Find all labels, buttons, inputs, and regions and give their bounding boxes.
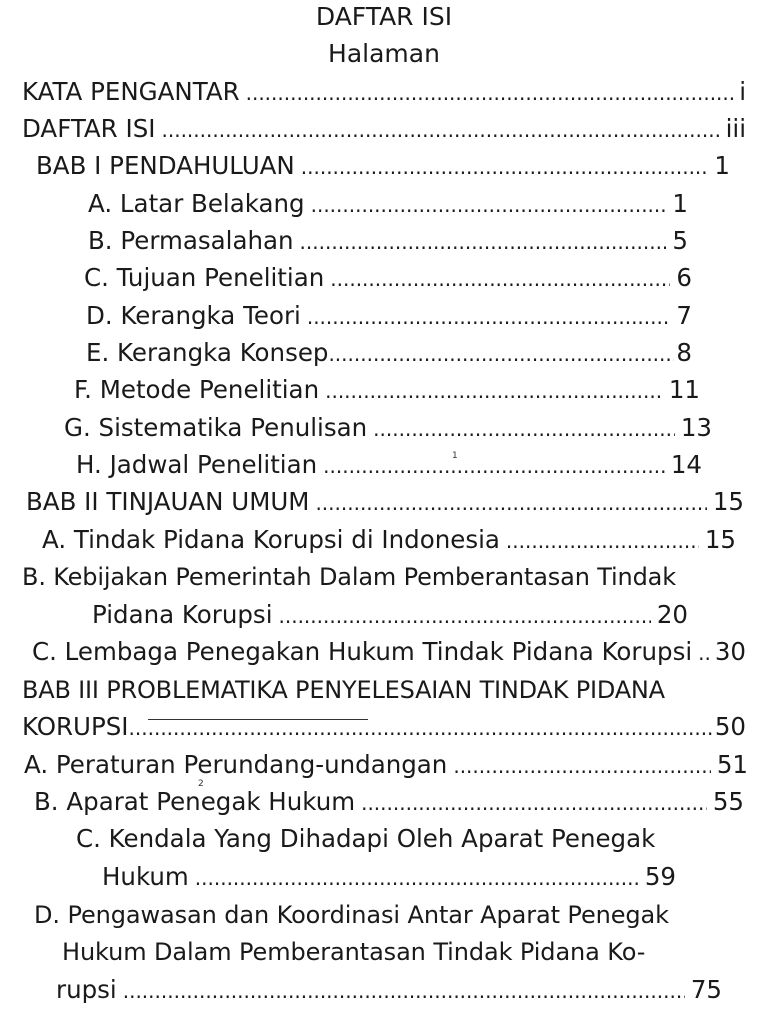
toc-leader <box>315 488 706 518</box>
toc-entry <box>92 600 688 631</box>
toc-leader <box>279 601 651 631</box>
toc-entry <box>26 487 744 518</box>
toc-page-number: 5 <box>672 226 688 255</box>
toc-entry-label: C. Lembaga Penegakan Hukum Tindak Pidana Korupsi <box>32 637 693 666</box>
toc-entry <box>22 77 746 108</box>
toc-page-number: 59 <box>644 862 676 891</box>
toc-entry-label: BAB II TINJAUAN UMUM <box>26 487 310 516</box>
toc-page-number: 15 <box>704 525 736 554</box>
toc-leader <box>311 190 667 220</box>
page-title: DAFTAR ISI <box>315 2 453 31</box>
toc-entry <box>42 525 736 556</box>
toc-entry-label: B. Kebijakan Pemerintah Dalam Pemberantasan Tindak <box>22 563 676 591</box>
toc-entry <box>88 189 688 220</box>
toc-entry-label: BAB I PENDAHULUAN <box>36 151 295 180</box>
toc-entry-label: C. Tujuan Penelitian <box>84 263 325 292</box>
toc-leader <box>300 227 667 257</box>
toc-entry-label: KATA PENGANTAR <box>22 77 240 106</box>
toc-page-number: 55 <box>712 787 744 816</box>
toc-entry-label: C. Kendala Yang Dihadapi Oleh Aparat Penegak <box>76 824 656 853</box>
toc-entry-label: rupsi <box>56 975 117 1004</box>
toc-entry-label: BAB III PROBLEMATIKA PENYELESAIAN TINDAK PIDANA <box>22 676 665 704</box>
toc-entry <box>74 375 700 406</box>
toc-entry <box>34 787 744 818</box>
toc-entry-label: E. Kerangka Konsep <box>86 338 329 367</box>
toc-page-number: iii <box>725 114 746 143</box>
toc-page-number: 6 <box>676 263 692 292</box>
toc-entry-label: F. Metode Penelitian <box>74 375 320 404</box>
toc-leader <box>330 264 670 294</box>
toc-page-number: 11 <box>668 375 700 404</box>
toc-entry-label: A. Peraturan Perundang-undangan <box>24 750 448 779</box>
toc-entry <box>32 637 746 668</box>
toc-entry <box>86 338 692 369</box>
toc-leader <box>195 863 639 893</box>
toc-leader <box>325 376 663 406</box>
toc-page-number: 51 <box>716 750 748 779</box>
toc-leader <box>453 751 710 781</box>
toc-entry-label: D. Pengawasan dan Koordinasi Antar Aparat Penegak <box>34 901 669 929</box>
toc-page-number: 75 <box>690 975 722 1004</box>
toc-entry-label: A. Tindak Pidana Korupsi di Indonesia <box>42 525 500 554</box>
toc-page-number: 50 <box>714 712 746 741</box>
toc-leader <box>246 78 734 108</box>
toc-leader <box>307 302 671 332</box>
toc-entry <box>22 114 746 145</box>
toc-page-number: 8 <box>676 338 692 367</box>
toc-leader <box>162 115 720 145</box>
toc-page-number: i <box>739 77 746 106</box>
toc-leader <box>323 451 665 481</box>
toc-entry <box>86 301 692 332</box>
toc-entry <box>64 413 712 444</box>
toc-entry <box>76 450 702 481</box>
toc-leader <box>123 976 685 1006</box>
toc-entry-label: A. Latar Belakang <box>88 189 305 218</box>
toc-entry-label: DAFTAR ISI <box>22 114 156 143</box>
toc-entry-label: D. Kerangka Teori <box>86 301 301 330</box>
toc-page-number: 14 <box>670 450 702 479</box>
toc-page-number: 15 <box>712 487 744 516</box>
page-column-label: Halaman <box>328 39 440 68</box>
toc-entry <box>24 750 748 781</box>
toc-leader <box>506 526 699 556</box>
toc-page-number: 7 <box>676 301 692 330</box>
toc-entry-label: Pidana Korupsi <box>92 600 273 629</box>
toc-entry <box>88 226 688 257</box>
toc-entry-label: Hukum <box>102 862 189 891</box>
toc-page-number: 20 <box>656 600 688 629</box>
toc-entry-label: G. Sistematika Penulisan <box>64 413 368 442</box>
toc-leader <box>301 152 709 182</box>
toc-page-number: 30 <box>714 637 746 666</box>
footnote-mark: 2 <box>198 779 204 789</box>
toc-entry-label: B. Aparat Penegak Hukum <box>34 787 356 816</box>
toc-entry <box>56 975 722 1006</box>
toc-leader <box>129 713 713 743</box>
toc-entry <box>84 263 692 294</box>
toc-leader <box>328 339 674 369</box>
toc-entry <box>102 862 676 893</box>
toc-leader <box>698 638 709 668</box>
toc-leader <box>373 414 675 444</box>
toc-leader <box>361 788 707 818</box>
toc-page-number: 13 <box>680 413 712 442</box>
toc-entry-label: Hukum Dalam Pemberantasan Tindak Pidana Ko- <box>62 938 646 966</box>
toc-entry-label: KORUPSI <box>22 712 129 741</box>
toc-entry-label: B. Permasalahan <box>88 226 294 255</box>
toc-entry <box>22 712 746 743</box>
footnote-mark: 1 <box>452 451 458 461</box>
toc-entry-label: H. Jadwal Penelitian <box>76 450 318 479</box>
toc-entry <box>36 151 730 182</box>
toc-page-number: 1 <box>714 151 730 180</box>
toc-page-number: 1 <box>672 189 688 218</box>
